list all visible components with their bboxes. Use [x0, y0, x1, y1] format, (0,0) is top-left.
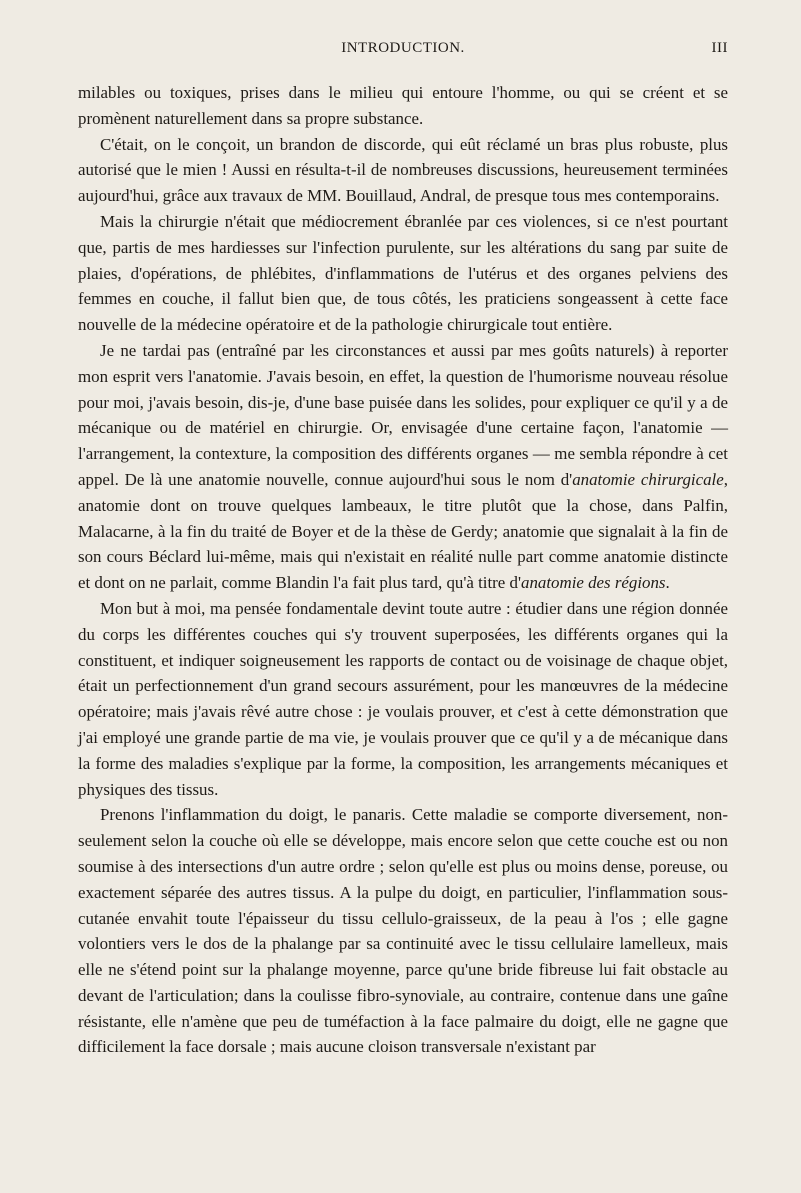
running-title: INTRODUCTION.: [341, 40, 465, 56]
paragraph-2: C'était, on le conçoit, un brandon de discorde, qui eût réclamé un bras plus robuste, plus autorisé que le mien ! Aussi en résulta-t-il de nombreuses discussions, heureusement terminées aujourd'hui, grâce aux travaux de MM. Bouillaud, Andral, de presque tous mes contemporains.: [78, 134, 728, 206]
page-number: III: [711, 40, 728, 56]
paragraph-4-text-c: .: [665, 573, 670, 593]
paragraph-6: Prenons l'inflammation du doigt, le panaris. Cette maladie se comporte diversement, non-seulement selon la couche où elle se développe, mais encore selon que cette couche est ou non soumise à des intersections d'un autre ordre ; selon qu'elle est plus ou moins dense, poreuse, ou exactement séparée des autres tissus. A la pulpe du doigt, en particulier, l'inflammation sous-cutanée envahit toute l'épaisseur du tissu cellulo-graisseux, de la peau à l'os ; elle gagne volontiers vers le dos de la phalange par sa continuité avec le tissu cellulaire lamelleux, mais elle ne s'étend point sur la phalange moyenne, parce qu'une bride fibreuse lui fait obstacle au devant de l'articulation; dans la coulisse fibro-synoviale, au contraire, contenue dans une gaîne résistante, elle n'amène que peu de tuméfaction à la face palmaire du doigt, elle ne gagne que difficilement la face dorsale ; mais aucune cloison transversale n'existant par: [78, 805, 728, 1057]
italic-term-anatomie-chirurgicale: anatomie chirurgicale: [572, 469, 724, 489]
book-page: [78, 40, 728, 1060]
paragraph-4-text-a: Je ne tardai pas (entraîné par les circonstances et aussi par mes goûts naturels) à reporter mon esprit vers l'anatomie. J'avais besoin, en effet, la question de l'humorisme nouveau résolue pour moi, j'avais besoin, dis-je, d'une base puisée dans les solides, pour expliquer ce qu'il y a de mécanique ou de matériel en chirurgie. Or, envisagée d'une certaine façon, l'anatomie — l'arrangement, la contexture, la composition des différents organes — me sembla répondre à cet appel. De là une anatomie nouvelle, connue aujourd'hui sous le nom d': [78, 340, 728, 489]
paragraph-1: milables ou toxiques, prises dans le milieu qui entoure l'homme, ou qui se créent et se promènent naturellement dans sa propre substance.: [78, 83, 728, 128]
paragraph-3: Mais la chirurgie n'était que médiocrement ébranlée par ces violences, si ce n'est pourtant que, partis de mes hardiesses sur l'infection purulente, sur les altérations du sang par suite de plaies, d'opérations, de phlébites, d'inflammations de l'utérus et des organes pelviens des femmes en couche, il fallut bien que, de tous côtés, les praticiens songeassent à cette face nouvelle de la médecine opératoire et de la pathologie chirurgicale tout entière.: [78, 211, 728, 335]
running-head: [78, 40, 728, 66]
paragraph-5: Mon but à moi, ma pensée fondamentale devint toute autre : étudier dans une région donnée du corps les différentes couches qui s'y trouvent superposées, les différents organes qui la constituent, et indiquer soigneusement les rapports de contact ou de voisinage de chaque objet, était un perfectionnement d'un grand secours assurément, pour les manœuvres de la médecine opératoire; mais j'avais rêvé autre chose : je voulais prouver, et c'est à cette démonstration que j'ai employé une grande partie de ma vie, je voulais prouver que ce qu'il y a de mécanique dans la forme des maladies s'explique par la forme, la composition, les arrangements mécaniques et physiques des tissus.: [78, 598, 728, 799]
paragraph-4-text-b: , anatomie dont on trouve quelques lambeaux, le titre plutôt que la chose, dans Palfin, Malacarne, à la fin du traité de Boyer et de la thèse de Gerdy; anatomie que signalait à la fin de son cours Béclard lui-même, mais qui n'existait en réalité nulle part comme anatomie distincte et dont on ne parlait, comme Blandin l'a fait plus tard, qu'à titre d': [78, 469, 728, 593]
paragraph-4: [78, 338, 728, 596]
body-text: [78, 80, 728, 1060]
italic-term-anatomie-des-regions: anatomie des régions: [521, 573, 666, 593]
